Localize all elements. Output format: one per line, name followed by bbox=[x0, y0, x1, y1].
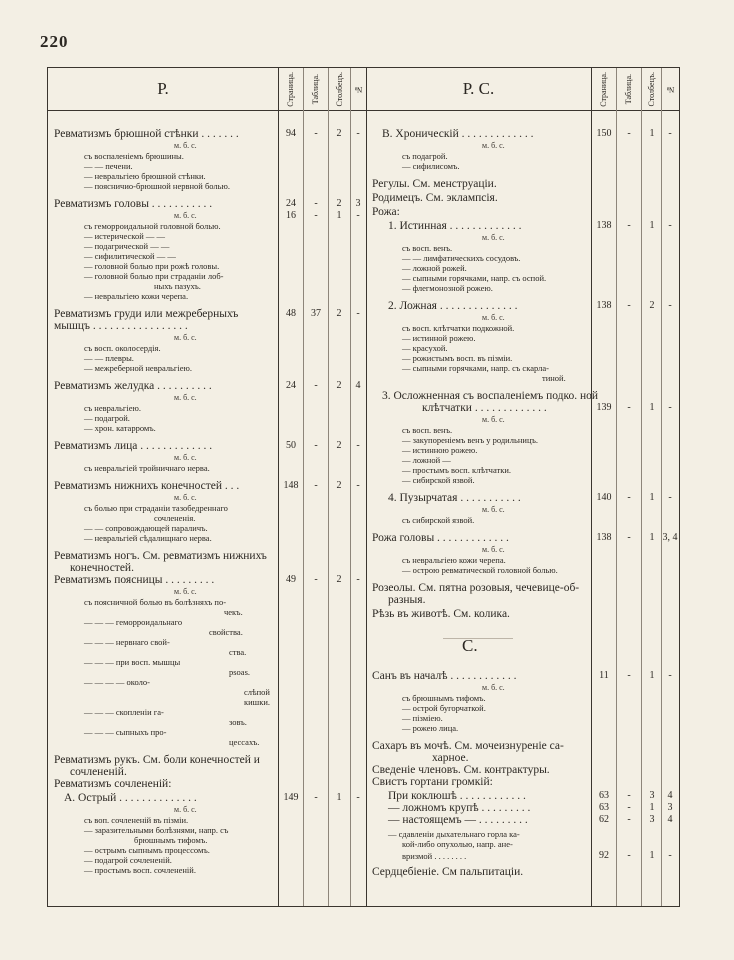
page-ref: 138 bbox=[596, 300, 612, 311]
index-entry: Санъ въ началѣ . . . . . . . . . . . . bbox=[372, 670, 517, 682]
page-ref: 140 bbox=[596, 492, 612, 503]
index-entry: — подагрой. bbox=[84, 413, 130, 423]
number-ref: 3 bbox=[355, 198, 361, 209]
table-ref: - bbox=[627, 670, 631, 681]
index-entry: м. б. с. bbox=[482, 505, 505, 514]
index-table bbox=[47, 67, 680, 907]
index-entry: 3. Осложненная съ воспаленіемъ подко. ной bbox=[382, 390, 599, 402]
index-entry: — — лимфатическихъ сосудовъ. bbox=[402, 253, 521, 263]
number-ref: - bbox=[668, 220, 672, 231]
index-entry: — невральгіей сѣдалищнаго нерва. bbox=[84, 533, 212, 543]
page-ref: 24 bbox=[286, 198, 296, 209]
index-entry: — сифилисомъ. bbox=[402, 161, 460, 171]
index-entry: клѣтчатки . . . . . . . . . . . . . bbox=[422, 402, 547, 414]
index-entry: — острою ревматической головной болью. bbox=[402, 565, 558, 575]
column-ref: 2 bbox=[336, 128, 342, 139]
left-col-num-header bbox=[350, 68, 366, 110]
left-col-column-label: Столбецъ. bbox=[334, 71, 344, 107]
column-ref: 1 bbox=[649, 802, 655, 813]
index-entry: съ невральгіею кожи черепа. bbox=[402, 555, 506, 565]
index-entry: чекъ. bbox=[224, 607, 243, 617]
index-entry: В. Хроническій . . . . . . . . . . . . . bbox=[382, 128, 534, 140]
index-entry: м. б. с. bbox=[174, 805, 197, 814]
right-col-table-label: Таблица. bbox=[624, 73, 633, 105]
page-ref: 94 bbox=[286, 128, 296, 139]
index-entry: — хрон. катарромъ. bbox=[84, 423, 156, 433]
index-entry: съ болью при страданіи тазобедреннаго bbox=[84, 503, 228, 513]
index-entry: — истинной рожею. bbox=[402, 333, 476, 343]
index-entry: Ревматизмъ брюшной стѣнки . . . . . . . bbox=[54, 128, 239, 140]
left-col-page-label: Страница. bbox=[286, 71, 295, 107]
index-entry: Ревматизмъ нижнихъ конечностей . . . bbox=[54, 480, 240, 492]
index-entry: С. bbox=[462, 636, 478, 655]
index-entry: — ложномъ крупѣ . . . . . . . . . bbox=[388, 802, 531, 814]
index-entry: Свистъ гортани громкій: bbox=[372, 776, 493, 788]
table-ref: - bbox=[314, 198, 318, 209]
number-ref: 4 bbox=[667, 814, 673, 825]
number-ref: - bbox=[356, 210, 360, 221]
number-ref: 3 bbox=[667, 802, 673, 813]
index-entry: — головной болью при рожѣ головы. bbox=[84, 261, 220, 271]
index-entry: Ревматизмъ головы . . . . . . . . . . . bbox=[54, 198, 213, 210]
column-ref: 3 bbox=[649, 790, 655, 801]
table-ref: - bbox=[627, 220, 631, 231]
index-entry: м. б. с. bbox=[482, 415, 505, 424]
index-entry: съ восп. клѣтчатки подкожной. bbox=[402, 323, 515, 333]
index-entry: А. Острый . . . . . . . . . . . . . . bbox=[64, 792, 197, 804]
index-entry: м. б. с. bbox=[482, 141, 505, 150]
index-entry: — сыпными горячками, напр. съ скарла- bbox=[402, 363, 549, 373]
index-entry: — острой бугорчаткой. bbox=[402, 703, 486, 713]
index-entry: съ воп. сочлененій въ пізміи. bbox=[84, 815, 189, 825]
column-ref: 1 bbox=[649, 850, 655, 861]
page-ref: 50 bbox=[286, 440, 296, 451]
table-ref: - bbox=[314, 480, 318, 491]
index-entry: — простымъ восп. клѣтчатки. bbox=[402, 465, 512, 475]
index-entry: сочлененій. bbox=[70, 766, 127, 778]
table-ref: - bbox=[627, 802, 631, 813]
left-col-table-header bbox=[303, 68, 328, 110]
table-ref: - bbox=[627, 492, 631, 503]
index-entry: — подагрической — — bbox=[84, 241, 170, 251]
index-entry: — — — сыпныхъ про- bbox=[84, 727, 167, 737]
page-ref: 92 bbox=[599, 850, 609, 861]
index-entry: цессахъ. bbox=[229, 737, 260, 747]
index-entry: съ поясничной болью въ болѣзняхъ по- bbox=[84, 597, 227, 607]
column-ref: 1 bbox=[649, 128, 655, 139]
index-entry: Регулы. См. менструаціи. bbox=[372, 178, 497, 190]
right-col-page-label: Страница. bbox=[599, 71, 608, 107]
index-entry: — — — — около- bbox=[84, 677, 150, 687]
table-ref: - bbox=[627, 402, 631, 413]
index-entry: Ревматизмъ сочлененій: bbox=[54, 778, 172, 790]
index-entry: м. б. с. bbox=[174, 393, 197, 402]
number-ref: - bbox=[668, 492, 672, 503]
index-entry: — настоящемъ — . . . . . . . . . bbox=[388, 814, 528, 826]
index-entry: — подагрой сочлененій. bbox=[84, 855, 172, 865]
column-ref: 2 bbox=[336, 440, 342, 451]
index-entry: съ восп. околосердія. bbox=[84, 343, 161, 353]
divider bbox=[661, 68, 662, 906]
index-entry: слѣпой bbox=[244, 687, 270, 697]
index-entry: Рожа: bbox=[372, 206, 400, 218]
index-entry: — рожистымъ восп. въ пізміи. bbox=[402, 353, 513, 363]
left-col-page-header bbox=[278, 68, 303, 110]
page-ref: 149 bbox=[283, 792, 299, 803]
page-number: 220 bbox=[40, 32, 69, 51]
index-entry: — невральгіею брюшной стѣнки. bbox=[84, 171, 206, 181]
index-entry: м. б. с. bbox=[482, 683, 505, 692]
index-entry: съ невральгіею. bbox=[84, 403, 141, 413]
index-entry: м. б. с. bbox=[482, 233, 505, 242]
index-entry: м. б. с. bbox=[174, 493, 197, 502]
index-entry: Сахаръ въ мочѣ. См. мочеизнуреніе са- bbox=[372, 740, 564, 752]
index-entry: — сибирской язвой. bbox=[402, 475, 475, 485]
index-entry: съ подагрой. bbox=[402, 151, 448, 161]
right-letter: Р. С. bbox=[462, 79, 495, 98]
index-entry: съ геморроидальной головной болью. bbox=[84, 221, 221, 231]
column-ref: 2 bbox=[649, 300, 655, 311]
index-entry: Рожа головы . . . . . . . . . . . . . bbox=[372, 532, 509, 544]
index-entry: Ревматизмъ лица . . . . . . . . . . . . . bbox=[54, 440, 213, 452]
column-ref: 1 bbox=[336, 792, 342, 803]
index-entry: харное. bbox=[432, 752, 469, 764]
right-letter-cell bbox=[366, 68, 591, 110]
index-entry: — рожею лица. bbox=[402, 723, 459, 733]
index-entry: — — — скопленіи га- bbox=[84, 707, 164, 717]
number-ref: - bbox=[356, 574, 360, 585]
index-entry: — истерической — — bbox=[84, 231, 166, 241]
column-ref: 1 bbox=[649, 402, 655, 413]
right-col-column-header bbox=[641, 68, 661, 110]
index-entry: Ревматизмъ груди или межреберныхъ bbox=[54, 308, 239, 320]
index-entry: Розеолы. См. пятна розовыя, чечевице-об- bbox=[372, 582, 580, 594]
index-entry: Ревматизмъ рукъ. См. боли конечностей и bbox=[54, 754, 260, 766]
index-entry: — ложной — bbox=[402, 455, 451, 465]
index-entry: м. б. с. bbox=[174, 141, 197, 150]
table-ref: - bbox=[314, 440, 318, 451]
page-ref: 63 bbox=[599, 790, 609, 801]
page-ref: 16 bbox=[286, 210, 296, 221]
left-col-table-label: Таблица. bbox=[311, 73, 320, 105]
index-entry: — — печени. bbox=[84, 161, 133, 171]
column-ref: 1 bbox=[336, 210, 342, 221]
table-ref: - bbox=[627, 300, 631, 311]
page-ref: 148 bbox=[283, 480, 299, 491]
page-ref: 139 bbox=[596, 402, 612, 413]
index-entry: свойства. bbox=[209, 627, 243, 637]
index-entry: ства. bbox=[229, 647, 247, 657]
table-ref: - bbox=[627, 790, 631, 801]
index-entry: — — плевры. bbox=[84, 353, 134, 363]
table-ref: - bbox=[314, 574, 318, 585]
index-entry: ныхъ пазухъ. bbox=[154, 281, 201, 291]
column-ref: 3 bbox=[649, 814, 655, 825]
index-entry: разныя. bbox=[388, 594, 426, 606]
index-entry: — пізміею. bbox=[402, 713, 443, 723]
index-entry: — флегмонозной рожею. bbox=[402, 283, 493, 293]
right-col-num-label: № bbox=[665, 84, 675, 94]
number-ref: - bbox=[356, 440, 360, 451]
index-entry: брюшнымъ тифомъ. bbox=[134, 835, 208, 845]
index-entry: съ брюшнымъ тифомъ. bbox=[402, 693, 486, 703]
table-ref: - bbox=[627, 814, 631, 825]
index-entry: 4. Пузырчатая . . . . . . . . . . . bbox=[388, 492, 521, 504]
right-col-table-header bbox=[616, 68, 641, 110]
page-ref: 24 bbox=[286, 380, 296, 391]
left-letter: Р. bbox=[157, 79, 169, 98]
table-ref: - bbox=[314, 792, 318, 803]
page-ref: 138 bbox=[596, 220, 612, 231]
index-entry: Ревматизмъ желудка . . . . . . . . . . bbox=[54, 380, 212, 392]
number-ref: - bbox=[668, 402, 672, 413]
divider bbox=[641, 68, 642, 906]
index-entry: Ревматизмъ ногъ. См. ревматизмъ нижнихъ bbox=[54, 550, 267, 562]
index-entry: съ восп. венъ. bbox=[402, 425, 453, 435]
number-ref: - bbox=[356, 128, 360, 139]
left-letter-cell bbox=[48, 68, 278, 110]
index-entry: — сыпными горячками, напр. съ оспой. bbox=[402, 273, 547, 283]
number-ref: - bbox=[668, 300, 672, 311]
index-entry: psoas. bbox=[229, 667, 251, 677]
right-col-num-header bbox=[661, 68, 679, 110]
index-entry: кой-либо опухолью, напр. ане- bbox=[402, 839, 513, 849]
divider bbox=[591, 68, 592, 906]
index-entry: тиной. bbox=[542, 373, 566, 383]
index-entry: — межреберной невральгіею. bbox=[84, 363, 193, 373]
page-ref: 150 bbox=[596, 128, 612, 139]
index-entry: съ невральгіей тройничнаго нерва. bbox=[84, 463, 210, 473]
column-ref: 2 bbox=[336, 308, 342, 319]
index-entry: 1. Истинная . . . . . . . . . . . . . bbox=[388, 220, 522, 232]
index-entry: зовъ. bbox=[229, 717, 247, 727]
index-entry: — истинною рожею. bbox=[402, 445, 478, 455]
index-entry: Сведеніе членовъ. См. контрактуры. bbox=[372, 764, 550, 776]
page-ref: 11 bbox=[599, 670, 609, 681]
index-entry: съ сибирской язвой. bbox=[402, 515, 475, 525]
column-ref: 2 bbox=[336, 198, 342, 209]
number-ref: - bbox=[356, 480, 360, 491]
table-ref: - bbox=[627, 128, 631, 139]
index-entry: — сифилитической — — bbox=[84, 251, 176, 261]
section-separator bbox=[443, 638, 513, 639]
table-header bbox=[48, 68, 679, 111]
index-entry: съ воспаленіемъ брюшины. bbox=[84, 151, 184, 161]
index-entry: м. б. с. bbox=[174, 587, 197, 596]
index-entry: сочлененія. bbox=[154, 513, 196, 523]
number-ref: - bbox=[668, 670, 672, 681]
index-entry: кишки. bbox=[244, 697, 271, 707]
index-entry: — острымъ сыпнымъ процессомъ. bbox=[84, 845, 210, 855]
index-entry: — — — нервнаго свой- bbox=[84, 637, 170, 647]
number-ref: - bbox=[356, 308, 360, 319]
column-ref: 2 bbox=[336, 380, 342, 391]
index-entry: — красухой. bbox=[402, 343, 448, 353]
column-ref: 1 bbox=[649, 492, 655, 503]
page-ref: 62 bbox=[599, 814, 609, 825]
column-ref: 2 bbox=[336, 574, 342, 585]
column-ref: 1 bbox=[649, 220, 655, 231]
divider bbox=[616, 68, 617, 906]
column-ref: 1 bbox=[649, 532, 655, 543]
table-ref: - bbox=[314, 128, 318, 139]
table-ref: - bbox=[627, 532, 631, 543]
index-entry: вризмой . . . . . . . . bbox=[402, 851, 467, 861]
index-entry: — — сопровождающей параличъ. bbox=[84, 523, 208, 533]
page-ref: 63 bbox=[599, 802, 609, 813]
index-entry: — — — при восп. мышцы bbox=[84, 657, 181, 667]
right-col-column-label: Столбецъ. bbox=[646, 71, 656, 107]
index-entry: — поясничио-брюшной нервной болью. bbox=[84, 181, 231, 191]
left-col-column-header bbox=[328, 68, 350, 110]
page-ref: 49 bbox=[286, 574, 296, 585]
index-entry: — ложной рожей. bbox=[402, 263, 467, 273]
index-entry: Ревматизмъ поясницы . . . . . . . . . bbox=[54, 574, 215, 586]
index-entry: — сдавленіи дыхательнаго горла ка- bbox=[388, 829, 520, 839]
index-entry: 2. Ложная . . . . . . . . . . . . . . bbox=[388, 300, 518, 312]
index-entry: м. б. с. bbox=[174, 333, 197, 342]
index-entry: м. б. с. bbox=[174, 453, 197, 462]
index-entry: мышцъ . . . . . . . . . . . . . . . . . bbox=[54, 320, 188, 332]
table-ref: - bbox=[314, 380, 318, 391]
index-entry: м. б. с. bbox=[482, 545, 505, 554]
number-ref: 3, 4 bbox=[662, 532, 678, 543]
page-ref: 48 bbox=[286, 308, 296, 319]
table-ref: - bbox=[314, 210, 318, 221]
number-ref: - bbox=[668, 850, 672, 861]
number-ref: - bbox=[356, 792, 360, 803]
column-ref: 2 bbox=[336, 480, 342, 491]
index-entry: — невральгіею кожи черепа. bbox=[84, 291, 189, 301]
index-entry: конечностей. bbox=[70, 562, 134, 574]
index-entry: — головной болью при страданіи лоб- bbox=[84, 271, 224, 281]
index-entry: м. б. с. bbox=[174, 211, 197, 220]
index-entry: При коклюшѣ . . . . . . . . . . . . bbox=[388, 790, 526, 802]
index-entry: съ восп. венъ. bbox=[402, 243, 453, 253]
index-entry: — закупореніемъ венъ у родильницъ. bbox=[402, 435, 539, 445]
table-ref: - bbox=[627, 850, 631, 861]
number-ref: - bbox=[668, 128, 672, 139]
index-entry: — простымъ восп. сочлененій. bbox=[84, 865, 196, 875]
index-entry: — — — геморроидальнаго bbox=[84, 617, 183, 627]
index-entry: м. б. с. bbox=[482, 313, 505, 322]
left-col-num-label: № bbox=[353, 84, 363, 94]
index-entry: Рѣзь въ животѣ. См. колика. bbox=[372, 608, 510, 620]
index-entry: — заразительными болѣзнями, напр. съ bbox=[84, 825, 229, 835]
table-ref: 37 bbox=[311, 308, 321, 319]
number-ref: 4 bbox=[667, 790, 673, 801]
right-col-page-header bbox=[591, 68, 616, 110]
column-ref: 1 bbox=[649, 670, 655, 681]
page-ref: 138 bbox=[596, 532, 612, 543]
index-entry: Сердцебіеніе. См пальпитаціи. bbox=[372, 866, 524, 878]
number-ref: 4 bbox=[355, 380, 361, 391]
index-entry: Родимецъ. См. эклампсія. bbox=[372, 192, 498, 204]
